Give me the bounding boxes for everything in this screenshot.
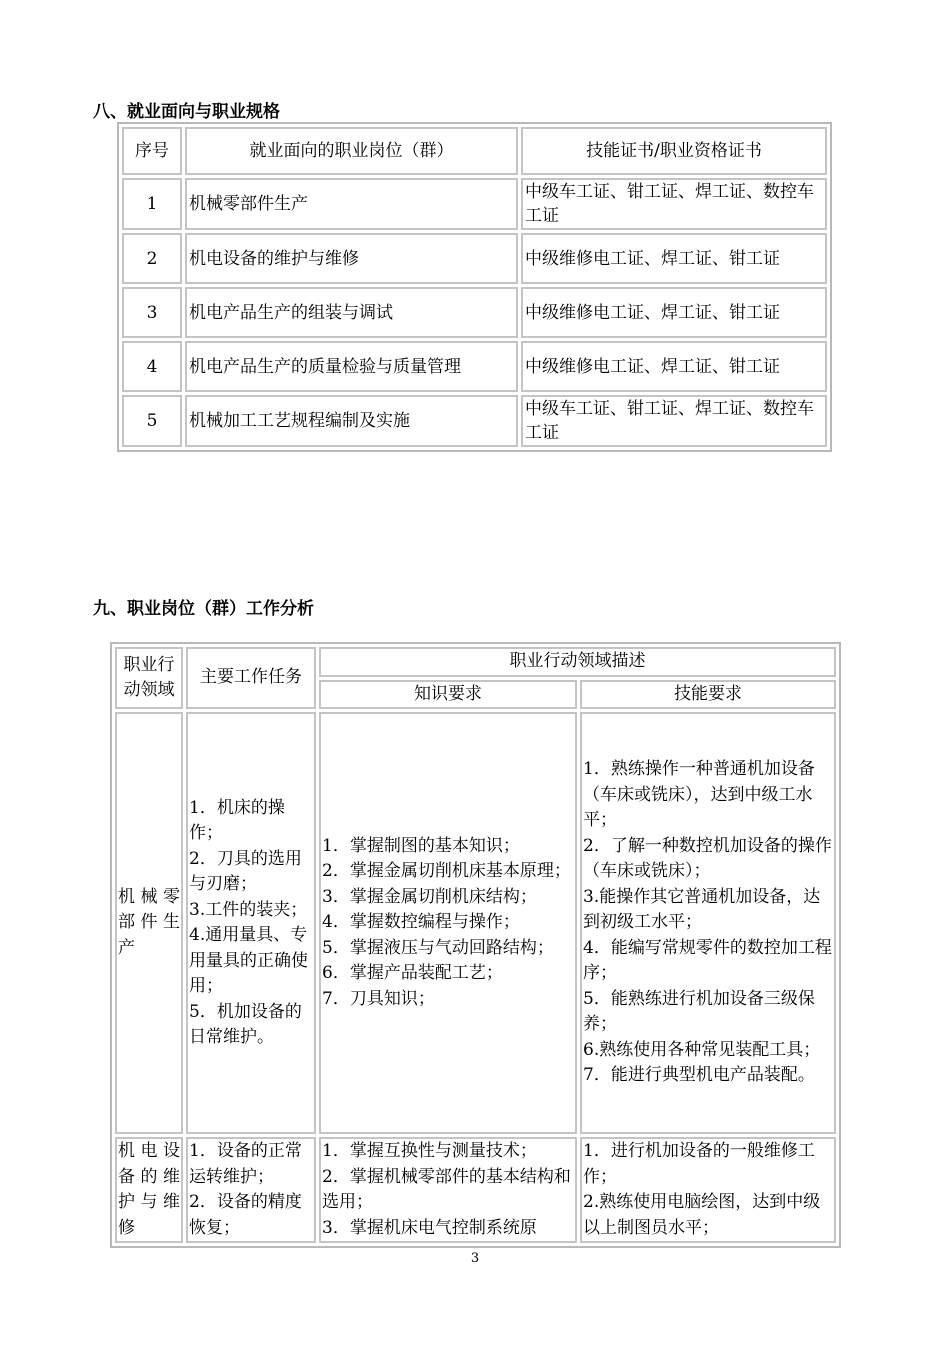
row-skills [580, 712, 836, 1134]
row-cert: 中级车工证、钳工证、焊工证、数控车工证 [521, 178, 827, 230]
row-post: 机电产品生产的质量检验与质量管理 [185, 341, 518, 392]
row-cert: 中级车工证、钳工证、焊工证、数控车工证 [521, 395, 827, 447]
row-post: 机械零部件生产 [185, 178, 518, 230]
list-item: 6．掌握产品装配工艺； [322, 963, 503, 984]
list-item: 3.工件的装夹； [189, 899, 308, 920]
row-skills [580, 1137, 836, 1243]
row-post: 机电设备的维护与维修 [185, 233, 518, 284]
employment-table [117, 122, 832, 452]
list-item: 1．设备的正常运转维护； [189, 1141, 302, 1187]
row-cert: 中级维修电工证、焊工证、钳工证 [521, 233, 827, 284]
table-header-row [122, 127, 827, 175]
row-post: 机电产品生产的组装与调试 [185, 287, 518, 338]
row-field: 机械零部件生产 [115, 712, 183, 1134]
header-post: 就业面向的职业岗位（群） [185, 127, 518, 175]
list-item: 6.熟练使用各种常见装配工具； [583, 1039, 821, 1060]
row-no: 5 [122, 395, 182, 447]
list-item: 2．刀具的选用与刃磨； [189, 848, 302, 894]
list-item: 5．机加设备的日常维护。 [189, 1001, 302, 1047]
list-item: 2．掌握机械零部件的基本结构和选用； [322, 1166, 571, 1212]
row-cert: 中级维修电工证、焊工证、钳工证 [521, 341, 827, 392]
row-post: 机械加工工艺规程编制及实施 [185, 395, 518, 447]
table-row [122, 178, 827, 230]
section-9-heading: 九、职业岗位（群）工作分析 [93, 599, 314, 619]
list-item: 5．能熟练进行机加设备三级保养； [583, 988, 815, 1035]
list-item: 1．熟练操作一种普通机加设备（车床或铣床），达到中级工水平； [583, 759, 815, 831]
header-knowledge: 知识要求 [319, 680, 577, 710]
header-skills: 技能要求 [580, 680, 836, 710]
header-no: 序号 [122, 127, 182, 175]
row-cert: 中级维修电工证、焊工证、钳工证 [521, 287, 827, 338]
list-item: 4.通用量具、专用量具的正确使用； [189, 925, 308, 996]
list-item: 2．掌握金属切削机床基本原理； [322, 861, 571, 882]
work-analysis-table [110, 642, 841, 1248]
list-item: 4．能编写常规零件的数控加工程序； [583, 937, 832, 984]
row-no: 1 [122, 178, 182, 230]
table-header-row [115, 647, 836, 677]
list-item: 2.熟练使用电脑绘图，达到中级以上制图员水平； [583, 1192, 821, 1238]
list-item: 1．机床的操作； [189, 797, 285, 843]
row-tasks [186, 1137, 316, 1243]
table-row [122, 287, 827, 338]
table-row [122, 233, 827, 284]
header-field: 职业行动领域 [115, 647, 183, 709]
row-tasks [186, 712, 316, 1134]
row-knowledge [319, 712, 577, 1134]
header-cert: 技能证书/职业资格证书 [521, 127, 827, 175]
section-8-heading: 八、就业面向与职业规格 [93, 102, 280, 122]
list-item: 1．掌握制图的基本知识； [322, 835, 520, 856]
list-item: 5．掌握液压与气动回路结构； [322, 937, 554, 958]
list-item: 7．能进行典型机电产品装配。 [583, 1065, 815, 1086]
table-row [115, 1137, 836, 1243]
row-knowledge [319, 1137, 577, 1243]
list-item: 3.能操作其它普通机加设备，达到初级工水平； [583, 886, 821, 933]
row-field: 机电设备的维护与维修 [115, 1137, 183, 1243]
list-item: 1．掌握互换性与测量技术； [322, 1141, 537, 1161]
header-tasks: 主要工作任务 [186, 647, 316, 709]
row-no: 3 [122, 287, 182, 338]
list-item: 3．掌握金属切削机床结构； [322, 886, 537, 907]
table-row [115, 712, 836, 1134]
list-item: 2．了解一种数控机加设备的操作（车床或铣床）； [583, 835, 832, 882]
list-item: 7．刀具知识； [322, 988, 435, 1009]
table-row [122, 341, 827, 392]
table-row [122, 395, 827, 447]
list-item: 4．掌握数控编程与操作； [322, 912, 520, 933]
list-item: 2．设备的精度恢复； [189, 1192, 302, 1238]
row-no: 4 [122, 341, 182, 392]
header-desc: 职业行动领域描述 [319, 647, 836, 677]
list-item: 1．进行机加设备的一般维修工作； [583, 1141, 815, 1187]
page-number: 3 [470, 1251, 480, 1266]
list-item: 3．掌握机床电气控制系统原 [322, 1217, 537, 1238]
row-no: 2 [122, 233, 182, 284]
